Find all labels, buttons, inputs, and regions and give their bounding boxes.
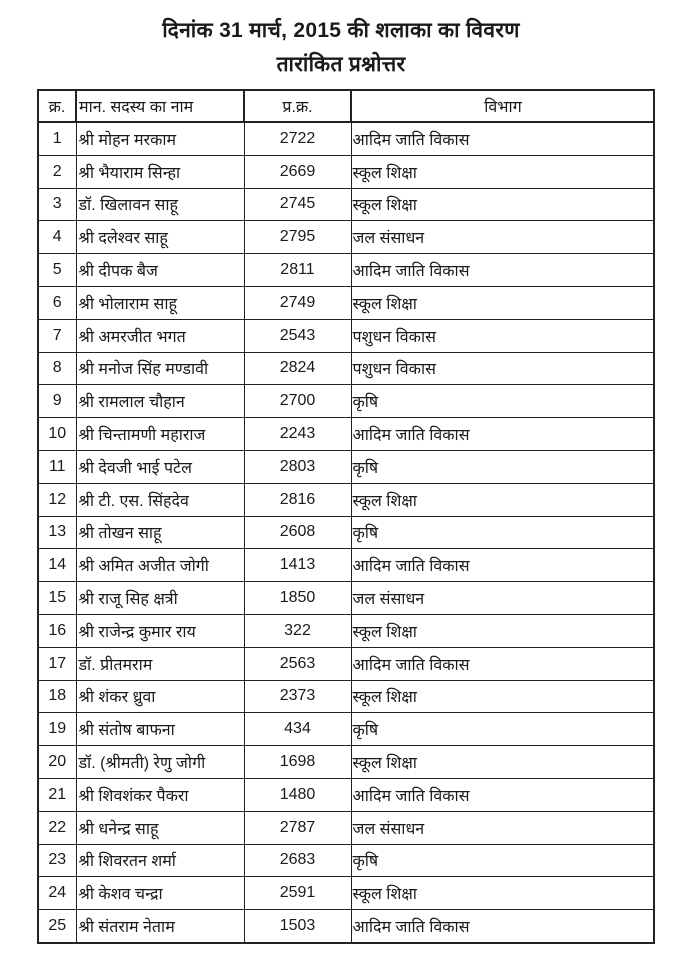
row-member-name: डॉ. (श्रीमती) रेणु जोगी (76, 746, 244, 779)
table-row (38, 221, 654, 254)
row-department: कृषि (351, 385, 654, 418)
members-question-table (37, 89, 655, 944)
row-question-no: 2543 (244, 319, 351, 352)
row-department: स्कूल शिक्षा (351, 155, 654, 188)
header-question-no: प्र.क्र. (244, 90, 351, 122)
row-question-no: 2608 (244, 516, 351, 549)
row-serial: 1 (38, 122, 76, 155)
row-department: स्कूल शिक्षा (351, 746, 654, 779)
row-question-no: 1413 (244, 549, 351, 582)
row-department: स्कूल शिक्षा (351, 680, 654, 713)
row-serial: 13 (38, 516, 76, 549)
row-serial: 9 (38, 385, 76, 418)
row-member-name: श्री राजू सिह क्षत्री (76, 582, 244, 615)
row-serial: 19 (38, 713, 76, 746)
row-question-no: 1850 (244, 582, 351, 615)
row-department: पशुधन विकास (351, 319, 654, 352)
row-member-name: श्री अमित अजीत जोगी (76, 549, 244, 582)
table-header-row (38, 90, 654, 122)
table-row (38, 877, 654, 910)
table-row (38, 746, 654, 779)
row-member-name: श्री चिन्तामणी महाराज (76, 418, 244, 451)
row-question-no: 2803 (244, 450, 351, 483)
header-member-name: मान. सदस्य का नाम (76, 90, 244, 122)
row-member-name: श्री दीपक बैज (76, 254, 244, 287)
table-row (38, 516, 654, 549)
row-member-name: श्री संतराम नेताम (76, 910, 244, 943)
row-serial: 14 (38, 549, 76, 582)
row-department: आदिम जाति विकास (351, 778, 654, 811)
table-row (38, 549, 654, 582)
row-serial: 5 (38, 254, 76, 287)
table-row (38, 155, 654, 188)
row-member-name: श्री शंकर ध्रुवा (76, 680, 244, 713)
header-serial: क्र. (38, 90, 76, 122)
row-department: आदिम जाति विकास (351, 418, 654, 451)
row-department: कृषि (351, 844, 654, 877)
row-question-no: 2795 (244, 221, 351, 254)
row-department: आदिम जाति विकास (351, 910, 654, 943)
row-question-no: 2591 (244, 877, 351, 910)
row-serial: 3 (38, 188, 76, 221)
table-row (38, 910, 654, 943)
table-row (38, 647, 654, 680)
row-serial: 25 (38, 910, 76, 943)
row-serial: 24 (38, 877, 76, 910)
row-question-no: 2824 (244, 352, 351, 385)
row-question-no: 2722 (244, 122, 351, 155)
row-department: स्कूल शिक्षा (351, 614, 654, 647)
row-question-no: 2669 (244, 155, 351, 188)
row-serial: 22 (38, 811, 76, 844)
row-member-name: डॉ. खिलावन साहू (76, 188, 244, 221)
table-row (38, 582, 654, 615)
row-serial: 20 (38, 746, 76, 779)
row-department: जल संसाधन (351, 811, 654, 844)
row-member-name: श्री राजेन्द्र कुमार राय (76, 614, 244, 647)
row-department: स्कूल शिक्षा (351, 188, 654, 221)
row-question-no: 2811 (244, 254, 351, 287)
row-question-no: 434 (244, 713, 351, 746)
row-serial: 16 (38, 614, 76, 647)
row-department: स्कूल शिक्षा (351, 877, 654, 910)
row-serial: 2 (38, 155, 76, 188)
table-row (38, 286, 654, 319)
row-question-no: 2373 (244, 680, 351, 713)
table-row (38, 844, 654, 877)
row-member-name: श्री मनोज सिंह मण्डावी (76, 352, 244, 385)
table-row (38, 778, 654, 811)
row-member-name: श्री रामलाल चौहान (76, 385, 244, 418)
table-row (38, 385, 654, 418)
row-question-no: 2816 (244, 483, 351, 516)
row-serial: 15 (38, 582, 76, 615)
table-row (38, 254, 654, 287)
table-row (38, 319, 654, 352)
row-member-name: श्री शिवशंकर पैकरा (76, 778, 244, 811)
table-row (38, 418, 654, 451)
table-row (38, 352, 654, 385)
row-question-no: 2749 (244, 286, 351, 319)
row-serial: 4 (38, 221, 76, 254)
row-department: जल संसाधन (351, 582, 654, 615)
table-row (38, 483, 654, 516)
row-member-name: श्री भैयाराम सिन्हा (76, 155, 244, 188)
row-member-name: श्री शिवरतन शर्मा (76, 844, 244, 877)
row-member-name: डॉ. प्रीतमराम (76, 647, 244, 680)
table-row (38, 450, 654, 483)
row-department: आदिम जाति विकास (351, 122, 654, 155)
row-member-name: श्री तोखन साहू (76, 516, 244, 549)
row-serial: 10 (38, 418, 76, 451)
row-serial: 18 (38, 680, 76, 713)
row-member-name: श्री धनेन्द्र साहू (76, 811, 244, 844)
header-department: विभाग (351, 90, 654, 122)
table-row (38, 188, 654, 221)
row-member-name: श्री केशव चन्द्रा (76, 877, 244, 910)
row-department: आदिम जाति विकास (351, 647, 654, 680)
row-member-name: श्री टी. एस. सिंहदेव (76, 483, 244, 516)
table-row (38, 122, 654, 155)
row-question-no: 1698 (244, 746, 351, 779)
row-member-name: श्री संतोष बाफना (76, 713, 244, 746)
row-question-no: 322 (244, 614, 351, 647)
row-department: कृषि (351, 450, 654, 483)
row-question-no: 2700 (244, 385, 351, 418)
row-serial: 8 (38, 352, 76, 385)
row-member-name: श्री देवजी भाई पटेल (76, 450, 244, 483)
table-body (38, 122, 654, 943)
row-department: पशुधन विकास (351, 352, 654, 385)
row-question-no: 2683 (244, 844, 351, 877)
table-row (38, 680, 654, 713)
row-serial: 12 (38, 483, 76, 516)
table-row (38, 614, 654, 647)
row-serial: 17 (38, 647, 76, 680)
row-member-name: श्री अमरजीत भगत (76, 319, 244, 352)
row-question-no: 2563 (244, 647, 351, 680)
row-serial: 23 (38, 844, 76, 877)
row-department: कृषि (351, 713, 654, 746)
row-serial: 7 (38, 319, 76, 352)
row-serial: 21 (38, 778, 76, 811)
document-title: दिनांक 31 मार्च, 2015 की शलाका का विवरण (162, 19, 520, 42)
row-serial: 6 (38, 286, 76, 319)
row-question-no: 2745 (244, 188, 351, 221)
row-question-no: 2243 (244, 418, 351, 451)
row-department: जल संसाधन (351, 221, 654, 254)
row-serial: 11 (38, 450, 76, 483)
row-department: कृषि (351, 516, 654, 549)
row-member-name: श्री मोहन मरकाम (76, 122, 244, 155)
table-row (38, 811, 654, 844)
row-department: स्कूल शिक्षा (351, 286, 654, 319)
table-row (38, 713, 654, 746)
row-department: आदिम जाति विकास (351, 254, 654, 287)
row-question-no: 1503 (244, 910, 351, 943)
row-question-no: 2787 (244, 811, 351, 844)
row-department: स्कूल शिक्षा (351, 483, 654, 516)
row-member-name: श्री भोलाराम साहू (76, 286, 244, 319)
document-subtitle: तारांकित प्रश्नोत्तर (276, 53, 406, 76)
row-member-name: श्री दलेश्वर साहू (76, 221, 244, 254)
row-department: आदिम जाति विकास (351, 549, 654, 582)
row-question-no: 1480 (244, 778, 351, 811)
